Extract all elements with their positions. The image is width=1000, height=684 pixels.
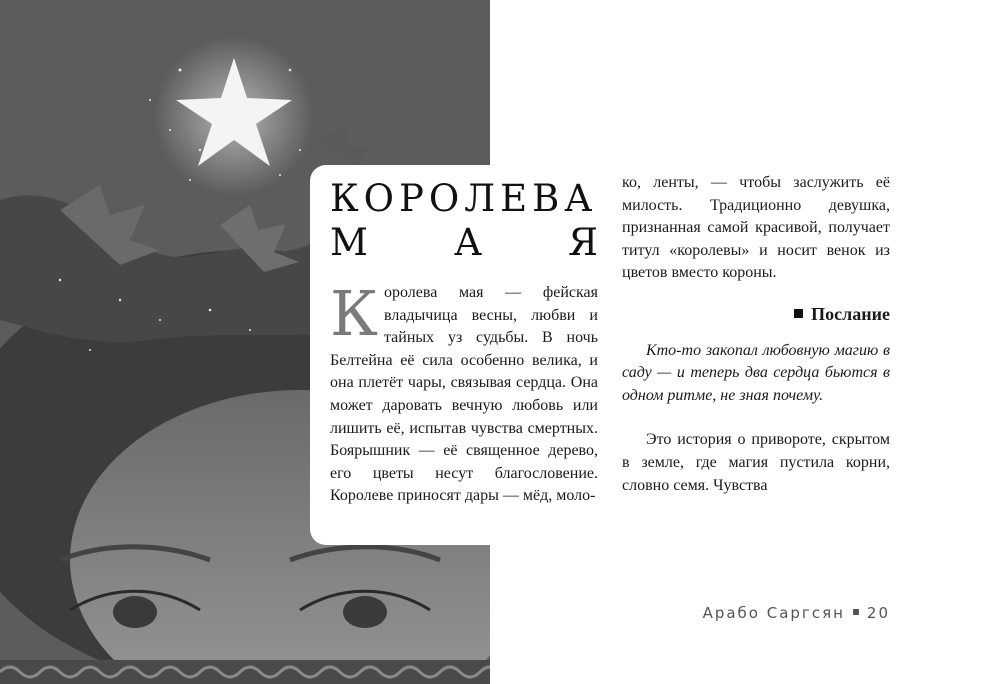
column-2-continuation: ко, ленты, — чтобы заслужить её милость. Традиционно девушка, признанная самой красивой, получает титул «королевы» и носит венок из цветов вместо короны. [622,174,890,282]
section-heading-text: Послание [811,303,890,324]
page-number: 20 [866,604,890,622]
drop-cap: К [330,277,378,350]
title-line-1: КОРОЛЕВА [330,177,598,220]
message-quote: Кто-то закопал любовную магию в саду — и теперь два сердца бьются в одном ритме, не зная почему. [622,341,890,404]
column-1 [330,277,598,508]
page-title [330,176,600,264]
column-1-text: оролева мая — фейская владычица весны, любви и тайных уз судьбы. В ночь Белтейна её сила особенно велика, и она плетёт чары, связывая сердца. Она может даровать вечную любовь или лишить её, испытав чувства смертных. Боярышник — её священное дерево, его цветы несут благословение. Королеве приносят дары — мёд, моло- [330,284,598,505]
title-line-2: М А Я [330,221,598,264]
section-heading [622,303,890,326]
footer-author: Арабо Саргсян [702,604,845,622]
column-2 [622,172,890,497]
page-footer [703,604,890,622]
square-bullet-icon [794,309,803,318]
footer-bullet-icon [853,609,859,615]
column-2-paragraph: Это история о привороте, скрытом в земле, где магия пустила корни, словно семя. Чувства [622,431,890,494]
